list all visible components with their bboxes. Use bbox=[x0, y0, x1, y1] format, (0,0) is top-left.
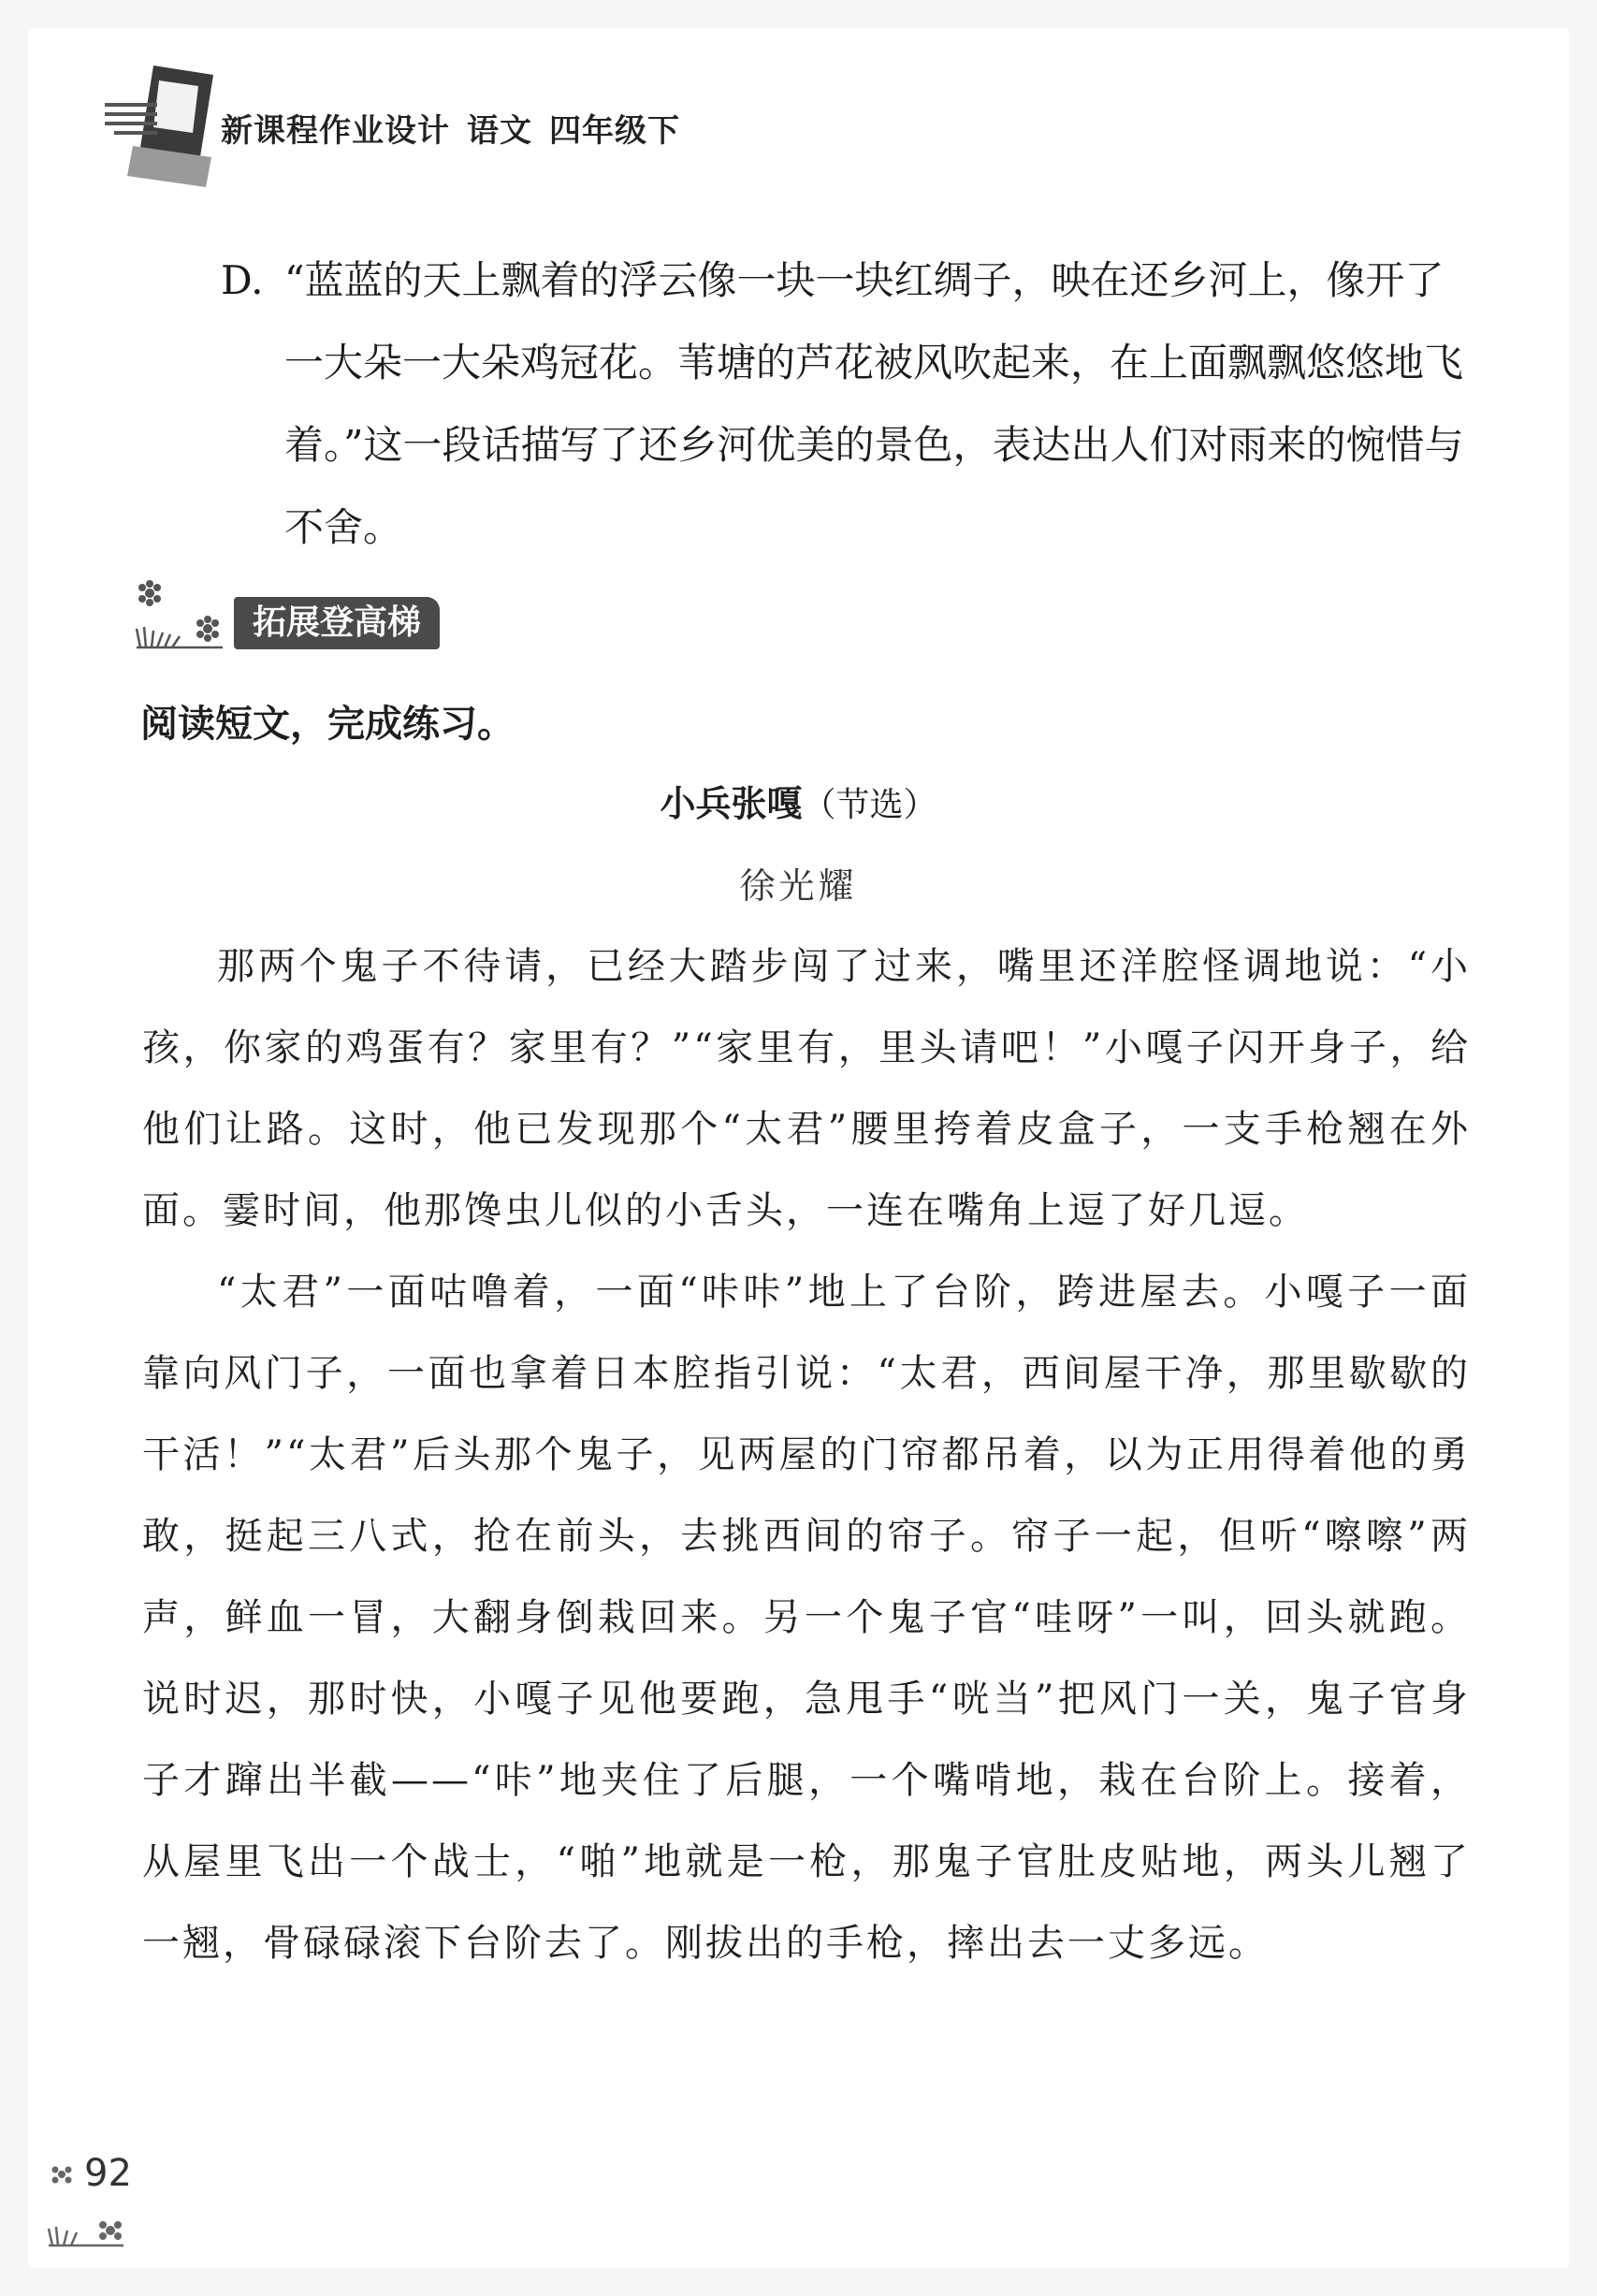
header-grade: 四年级下 bbox=[549, 112, 680, 150]
section-label: 拓展登高梯 bbox=[234, 597, 440, 649]
article-paragraph-1: 那两个鬼子不待请，已经大踏步闯了过来，嘴里还洋腔怪调地说：“小孩，你家的鸡蛋有？家里有？”“家里有，里头请吧！”小嘎子闪开身子，给他们让路。这时，他已发现那个“太君”腰里挎着皮盒子，一支手枪翘在外面。霎时间，他那馋虫儿似的小舌头，一连在嘴角上逗了好几逗。 bbox=[142, 945, 1471, 1232]
article-title-note: （节选） bbox=[802, 786, 937, 824]
option-d-text: “蓝蓝的天上飘着的浮云像一块一块红绸子，映在还乡河上，像开了一大朵一大朵鸡冠花。苇塘的芦花被风吹起来，在上面飘飘悠悠地飞着。”这一段话描写了还乡河优美的景色，表达出人们对雨来的惋惜与不舍。 bbox=[284, 257, 1464, 550]
article-title bbox=[0, 775, 1597, 826]
article-paragraph-2: “太君”一面咕噜着，一面“咔咔”地上了台阶，跨进屋去。小嘎子一面靠向风门子，一面也拿着日本腔指引说：“太君，西间屋干净，那里歇歇的干活！”“太君”后头那个鬼子，见两屋的门帘都吊着，以为正用得着他的勇敢，挺起三八式，抢在前头，去挑西间的帘子。帘子一起，但听“嚓嚓”两声，鲜血一冒，大翻身倒栽回来。另一个鬼子官“哇呀”一叫，回头就跑。说时迟，那时快，小嘎子见他要跑，急甩手“咣当”把风门一关，鬼子官身子才蹿出半截——“咔”地夹住了后腿，一个嘴啃地，栽在台阶上。接着，从屋里飞出一个战士，“啪”地就是一枪，那鬼子官肚皮贴地，两头儿翘了一翘，骨碌碌滚下台阶去了。刚拔出的手枪，摔出去一丈多远。 bbox=[142, 1271, 1471, 1965]
header-title bbox=[221, 105, 697, 151]
article-body bbox=[142, 926, 1471, 1984]
header-subject: 语文 bbox=[467, 112, 532, 150]
instruction: 阅读短文，完成练习。 bbox=[140, 703, 515, 746]
page-header bbox=[101, 56, 680, 196]
page-number-block bbox=[45, 2152, 157, 2255]
article-title-text: 小兵张嘎 bbox=[660, 783, 803, 824]
section-banner bbox=[133, 580, 507, 655]
flower-grass-icon bbox=[133, 580, 236, 655]
option-d-letter: D. bbox=[221, 257, 264, 303]
header-series: 新课程作业设计 bbox=[221, 112, 450, 150]
page-number: 92 bbox=[84, 2152, 132, 2195]
book-logo-icon bbox=[101, 56, 232, 196]
article-author: 徐光耀 bbox=[739, 865, 858, 907]
option-d bbox=[221, 240, 1474, 569]
